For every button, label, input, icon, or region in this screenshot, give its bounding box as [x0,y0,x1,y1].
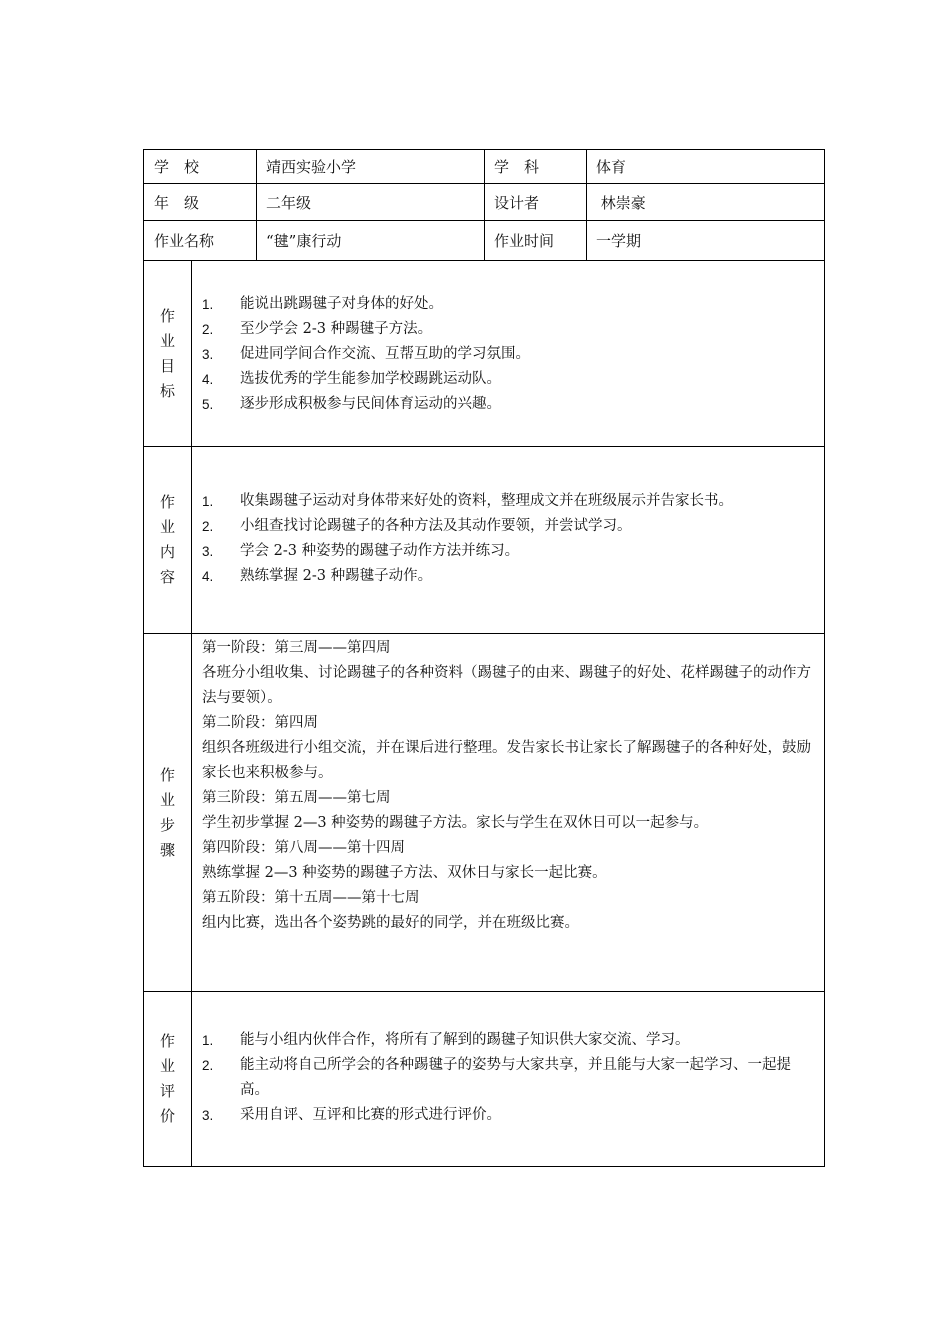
assignment-time-label: 作业时间 [494,232,555,250]
list-item: 3. 促进同学间合作交流、互帮互助的学习氛围。 [202,346,530,362]
subject-value: 体育 [596,158,627,176]
goals-label: 作 业 目 标 [144,261,192,446]
school-label: 学 校 [154,158,200,176]
header-row-grade [144,184,824,221]
list-item: 5. 逐步形成积极参与民间体育运动的兴趣。 [202,396,501,412]
goals-list [202,292,816,417]
stage-description: 熟练掌握 2—3 种姿势的踢毽子方法、双休日与家长一起比赛。 [202,865,607,881]
assignment-time-value: 一学期 [596,232,642,250]
grade-value: 二年级 [266,193,312,212]
list-item: 1. 收集踢毽子运动对身体带来好处的资料，整理成文并在班级展示并告家长书。 [202,493,733,509]
list-item: 2. 至少学会 2-3 种踢毽子方法。 [202,321,433,337]
assignment-name-value: “毽”康行动 [266,232,342,250]
steps-section [144,634,824,992]
content-label: 作 业 内 容 [144,447,192,633]
designer-label: 设计者 [494,193,540,212]
goals-section [144,261,824,447]
homework-design-table [143,149,825,1167]
list-item: 2. 小组查找讨论踢毽子的各种方法及其动作要领，并尝试学习。 [202,518,632,534]
evaluation-label: 作 业 评 价 [144,992,192,1166]
list-item: 2. 能主动将自己所学会的各种踢毽子的姿势与大家共享，并且能与大家一起学习、一起提高。 [202,1057,791,1098]
header-row-school [144,150,824,184]
content-list [202,489,816,589]
stage-heading: 第一阶段：第三周——第四周 [202,640,391,656]
stage-description: 组内比赛，选出各个姿势跳的最好的同学，并在班级比赛。 [202,915,579,931]
list-item: 1. 能说出跳踢毽子对身体的好处。 [202,296,443,312]
list-item: 1. 能与小组内伙伴合作，将所有了解到的踢毽子知识供大家交流、学习。 [202,1032,690,1048]
stage-description: 各班分小组收集、讨论踢毽子的各种资料（踢毽子的由来、踢毽子的好处、花样踢毽子的动作方法与要领）。 [202,665,811,706]
steps-label: 作 业 步 骤 [144,634,192,991]
stage-description: 学生初步掌握 2—3 种姿势的踢毽子方法。家长与学生在双休日可以一起参与。 [202,815,709,831]
stage-heading: 第三阶段：第五周——第七周 [202,790,391,806]
header-row-title [144,221,824,261]
list-item: 4. 选拔优秀的学生能参加学校踢跳运动队。 [202,371,501,387]
list-item: 3. 学会 2-3 种姿势的踢毽子动作方法并练习。 [202,543,520,559]
grade-label: 年 级 [154,193,200,212]
stage-heading: 第二阶段：第四周 [202,715,318,731]
designer-value: 林崇豪 [596,193,646,212]
steps-text [192,634,824,991]
list-item: 4. 熟练掌握 2-3 种踢毽子动作。 [202,568,433,584]
assignment-name-label: 作业名称 [154,232,215,250]
stage-description: 组织各班级进行小组交流，并在课后进行整理。发告家长书让家长了解踢毽子的各种好处，鼓励家长也来积极参与。 [202,740,811,781]
stage-heading: 第四阶段：第八周——第十四周 [202,840,405,856]
subject-label: 学 科 [494,158,540,176]
list-item: 3. 采用自评、互评和比赛的形式进行评价。 [202,1107,501,1123]
content-section [144,447,824,634]
stage-heading: 第五阶段：第十五周——第十七周 [202,890,420,906]
evaluation-section [144,992,824,1166]
school-value: 靖西实验小学 [266,158,357,176]
evaluation-list [202,1028,816,1128]
